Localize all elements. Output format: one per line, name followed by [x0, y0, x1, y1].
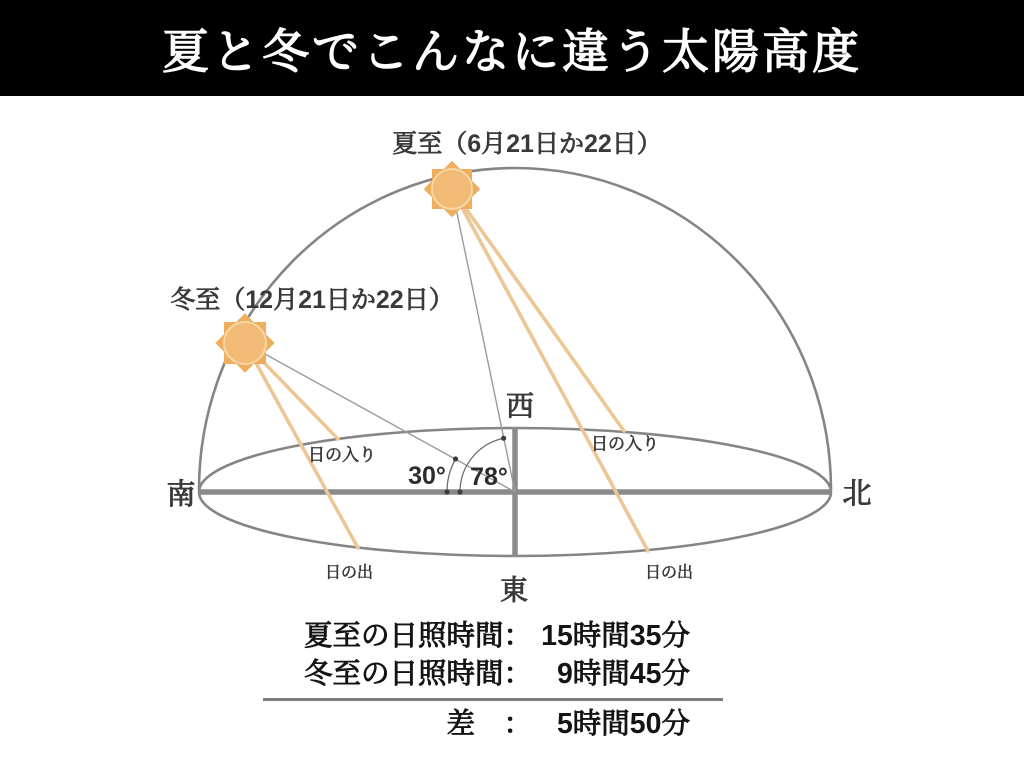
- summary-label: 冬至の日照時間：: [303, 658, 532, 690]
- summary-row-winter: [240, 655, 690, 693]
- sun-disc: [224, 322, 266, 364]
- summary-label: 差 ：: [446, 708, 532, 740]
- angle-label-78: 78°: [470, 463, 508, 491]
- winter-sun-icon: [215, 313, 274, 372]
- angle-label-30: 30°: [408, 462, 446, 490]
- summary-row-summer: [240, 617, 690, 655]
- sun-disc: [432, 169, 472, 209]
- angle-arc-30: [447, 459, 456, 492]
- arc-endpoint-dot: [453, 456, 458, 461]
- page-title: 夏と冬でこんなに違う太陽高度: [162, 24, 862, 78]
- summary-row-difference: [240, 705, 690, 743]
- sunrise-label-summer: 日の出: [644, 564, 694, 582]
- winter-solstice-label: 冬至（12月21日か22日）: [170, 286, 454, 314]
- west-label: 西: [505, 390, 535, 422]
- north-label: 北: [842, 478, 872, 510]
- sunset-label-summer: 日の入り: [591, 434, 659, 454]
- sunrise-label-winter: 日の出: [324, 564, 374, 582]
- summer-solstice-label: 夏至（6月21日か22日）: [392, 130, 662, 158]
- sunset-label-winter: 日の入り: [308, 445, 376, 465]
- summary-label: 夏至の日照時間：: [303, 620, 532, 652]
- arc-endpoint-dot: [501, 436, 506, 441]
- arc-endpoint-dot: [444, 489, 449, 494]
- summer-sunrise-ray: [452, 189, 648, 551]
- summary-value: 15時間35分: [541, 620, 690, 652]
- east-label: 東: [499, 574, 529, 606]
- south-label: 南: [166, 479, 196, 511]
- arc-endpoint-dot: [457, 489, 462, 494]
- summary-value: 9時間45分: [556, 658, 690, 690]
- summer-sun-icon: [424, 161, 481, 218]
- summary-divider: [263, 698, 723, 701]
- summary-value: 5時間50分: [556, 708, 690, 740]
- daylight-summary: [240, 617, 690, 743]
